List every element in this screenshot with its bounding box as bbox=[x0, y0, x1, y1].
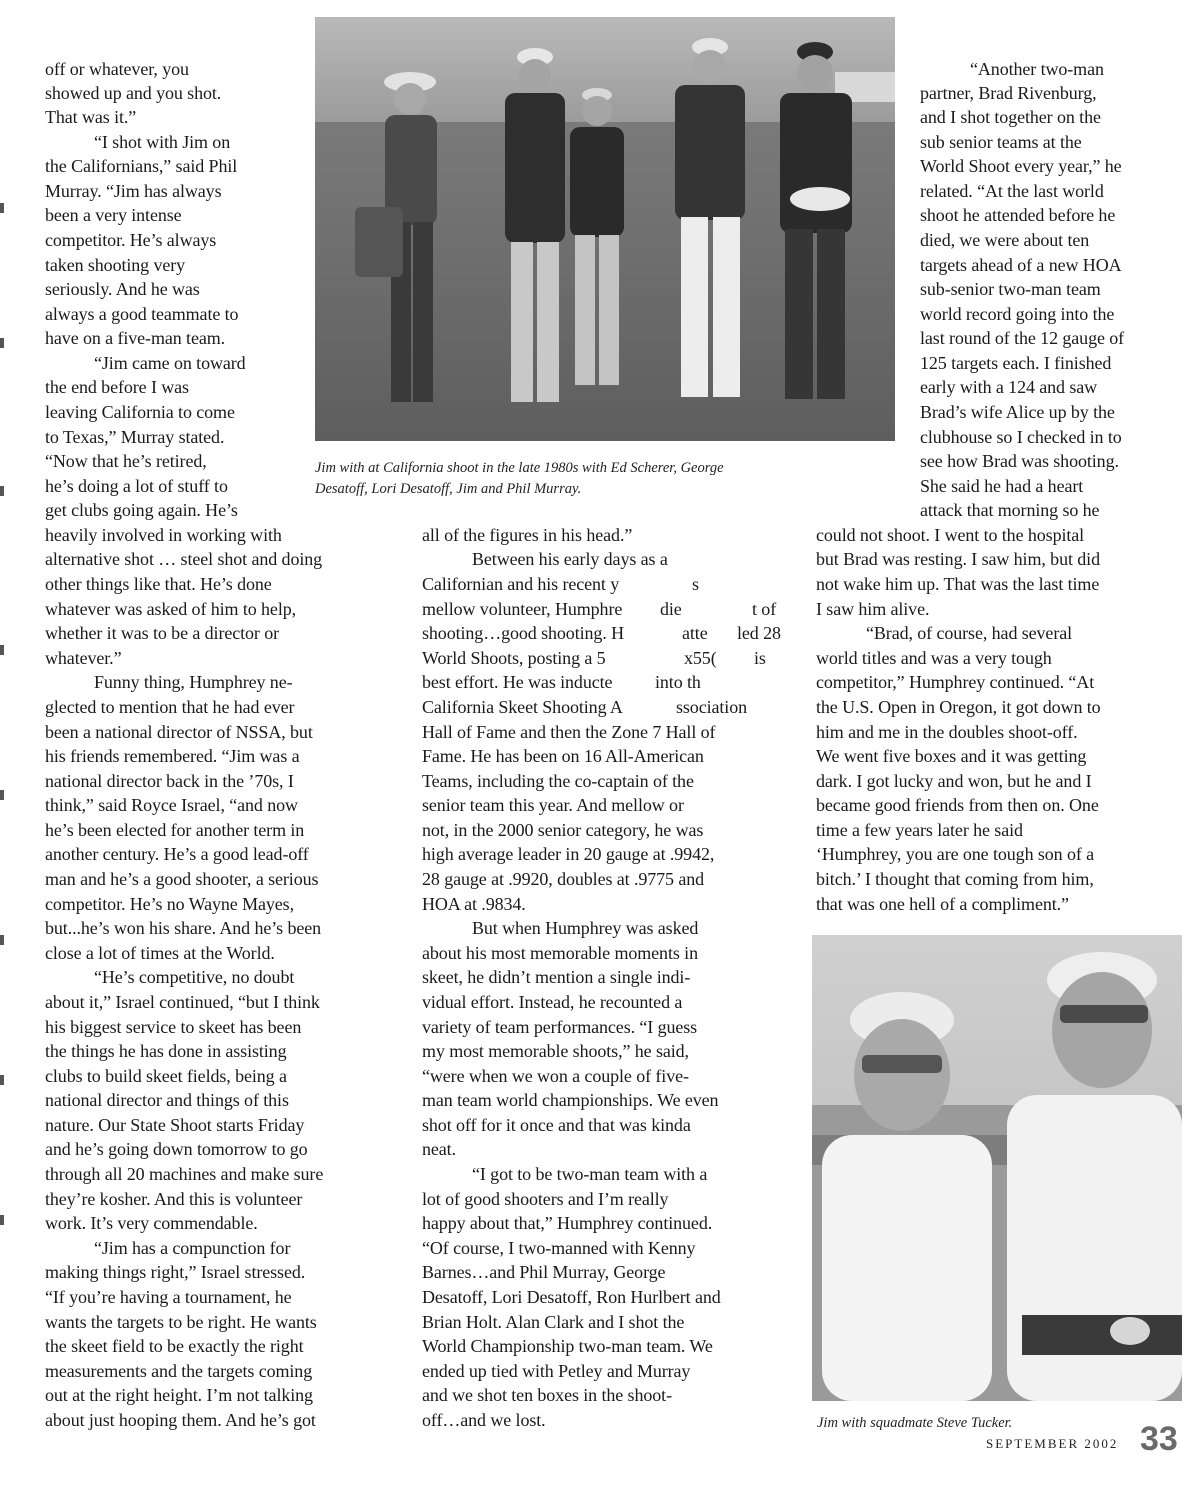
text-line: not wake him up. That was the last time bbox=[816, 574, 1100, 594]
text-line: mellow volunteer, Humphre bbox=[422, 599, 623, 619]
text-line: measurements and the targets coming bbox=[45, 1361, 313, 1381]
text-line: high average leader in 20 gauge at .9942, bbox=[422, 844, 715, 864]
text-line: Barnes…and Phil Murray, George bbox=[422, 1262, 666, 1282]
text-line: 28 gauge at .9920, doubles at .9775 and bbox=[422, 869, 705, 889]
text-line: have on a five-man team. bbox=[45, 328, 226, 348]
squadmate-photo-image bbox=[812, 935, 1182, 1401]
text-line: my most memorable shoots,” he said, bbox=[422, 1041, 689, 1061]
text-line: national director and things of this bbox=[45, 1090, 289, 1110]
text-line: That was it.” bbox=[45, 107, 137, 127]
group-photo-caption-line: Desatoff, Lori Desatoff, Jim and Phil Murray. bbox=[315, 481, 582, 497]
text-line: the things he has done in assisting bbox=[45, 1041, 287, 1061]
text-line: been a national director of NSSA, but bbox=[45, 722, 313, 742]
text-line: that was one hell of a compliment.” bbox=[816, 894, 1069, 914]
text-line: get clubs going again. He’s bbox=[45, 500, 238, 520]
text-line: related. “At the last world bbox=[920, 181, 1104, 201]
text-line: World Shoot every year,” he bbox=[920, 156, 1122, 176]
text-line: ‘Humphrey, you are one tough son of a bbox=[816, 844, 1095, 864]
text-line: man and he’s a good shooter, a serious bbox=[45, 869, 319, 889]
text-line: glected to mention that he had ever bbox=[45, 697, 295, 717]
text-line: about just hooping them. And he’s got bbox=[45, 1410, 316, 1430]
text-line: alternative shot … steel shot and doing bbox=[45, 549, 323, 569]
text-line: Brad’s wife Alice up by the bbox=[920, 402, 1115, 422]
text-line: all of the figures in his head.” bbox=[422, 525, 633, 545]
text-line: We went five boxes and it was getting bbox=[816, 746, 1087, 766]
text-line: sub-senior two-man team bbox=[920, 279, 1101, 299]
text-fragment: into th bbox=[655, 672, 701, 692]
text-line: and he’s going down tomorrow to go bbox=[45, 1139, 308, 1159]
text-line: HOA at .9834. bbox=[422, 894, 526, 914]
text-fragment: x55( bbox=[684, 648, 717, 668]
text-line: Fame. He has been on 16 All-American bbox=[422, 746, 704, 766]
text-line: could not shoot. I went to the hospital bbox=[816, 525, 1085, 545]
text-fragment: is bbox=[754, 648, 766, 668]
text-line: But when Humphrey was asked bbox=[472, 918, 699, 938]
text-line: Between his early days as a bbox=[472, 549, 668, 569]
scan-mark bbox=[0, 1075, 4, 1085]
text-line: close a lot of times at the World. bbox=[45, 943, 275, 963]
text-line: “He’s competitive, no doubt bbox=[94, 967, 295, 987]
text-line: but...he’s won his share. And he’s been bbox=[45, 918, 322, 938]
scan-mark bbox=[0, 203, 4, 213]
text-line: She said he had a heart bbox=[920, 476, 1084, 496]
text-line: the skeet field to be exactly the right bbox=[45, 1336, 304, 1356]
text-line: I saw him alive. bbox=[816, 599, 930, 619]
page-number: 33 bbox=[1140, 1420, 1178, 1458]
text-line: “were when we won a couple of five- bbox=[422, 1066, 689, 1086]
text-line: Murray. “Jim has always bbox=[45, 181, 222, 201]
text-line: him and me in the doubles shoot-off. bbox=[816, 722, 1078, 742]
text-line: showed up and you shot. bbox=[45, 83, 222, 103]
text-line: shooting…good shooting. H bbox=[422, 623, 625, 643]
text-line: world record going into the bbox=[920, 304, 1115, 324]
text-line: about his most memorable moments in bbox=[422, 943, 698, 963]
text-line: to Texas,” Murray stated. bbox=[45, 427, 225, 447]
text-line: nature. Our State Shoot starts Friday bbox=[45, 1115, 305, 1135]
text-line: Brian Holt. Alan Clark and I shot the bbox=[422, 1312, 685, 1332]
text-line: about it,” Israel continued, “but I think bbox=[45, 992, 320, 1012]
text-line: competitor,” Humphrey continued. “At bbox=[816, 672, 1095, 692]
text-fragment: ssociation bbox=[676, 697, 747, 717]
scan-mark bbox=[0, 1215, 4, 1225]
text-line: leaving California to come bbox=[45, 402, 235, 422]
squadmate-photo bbox=[812, 935, 1182, 1401]
text-line: Californian and his recent y bbox=[422, 574, 620, 594]
text-line: work. It’s very commendable. bbox=[45, 1213, 258, 1233]
text-line: he’s doing a lot of stuff to bbox=[45, 476, 228, 496]
text-line: whatever.” bbox=[45, 648, 122, 668]
text-line: and we shot ten boxes in the shoot- bbox=[422, 1385, 672, 1405]
text-line: World Shoots, posting a 5 bbox=[422, 648, 606, 668]
text-line: time a few years later he said bbox=[816, 820, 1023, 840]
text-line: they’re kosher. And this is volunteer bbox=[45, 1189, 303, 1209]
text-line: Desatoff, Lori Desatoff, Ron Hurlbert and bbox=[422, 1287, 721, 1307]
text-line: making things right,” Israel stressed. bbox=[45, 1262, 306, 1282]
text-line: California Skeet Shooting A bbox=[422, 697, 623, 717]
text-line: lot of good shooters and I’m really bbox=[422, 1189, 669, 1209]
text-line: variety of team performances. “I guess bbox=[422, 1017, 698, 1037]
text-fragment: die bbox=[660, 599, 682, 619]
text-line: off…and we lost. bbox=[422, 1410, 546, 1430]
text-line: whatever was asked of him to help, bbox=[45, 599, 297, 619]
text-line: “Another two-man bbox=[970, 59, 1104, 79]
text-line: best effort. He was inducte bbox=[422, 672, 613, 692]
text-line: “Now that he’s retired, bbox=[45, 451, 207, 471]
text-line: wants the targets to be right. He wants bbox=[45, 1312, 317, 1332]
text-line: the end before I was bbox=[45, 377, 189, 397]
text-line: skeet, he didn’t mention a single indi- bbox=[422, 967, 691, 987]
text-line: died, we were about ten bbox=[920, 230, 1090, 250]
text-line: last round of the 12 gauge of bbox=[920, 328, 1125, 348]
text-line: “Of course, I two-manned with Kenny bbox=[422, 1238, 696, 1258]
text-line: partner, Brad Rivenburg, bbox=[920, 83, 1097, 103]
text-line: early with a 124 and saw bbox=[920, 377, 1098, 397]
text-line: through all 20 machines and make sure bbox=[45, 1164, 324, 1184]
text-line: Hall of Fame and then the Zone 7 Hall of bbox=[422, 722, 716, 742]
text-line: “If you’re having a tournament, he bbox=[45, 1287, 292, 1307]
text-line: the Californians,” said Phil bbox=[45, 156, 238, 176]
text-line: he’s been elected for another term in bbox=[45, 820, 305, 840]
scan-mark bbox=[0, 486, 4, 496]
text-line: seriously. And he was bbox=[45, 279, 200, 299]
text-line: “I got to be two-man team with a bbox=[472, 1164, 708, 1184]
text-fragment: atte bbox=[682, 623, 708, 643]
text-line: man team world championships. We even bbox=[422, 1090, 719, 1110]
scan-mark bbox=[0, 645, 4, 655]
group-photo-caption-line: Jim with at California shoot in the late 1980s with Ed Scherer, George bbox=[315, 460, 724, 476]
text-line: think,” said Royce Israel, “and now bbox=[45, 795, 298, 815]
text-line: whether it was to be a director or bbox=[45, 623, 280, 643]
text-line: always a good teammate to bbox=[45, 304, 239, 324]
text-line: shot off for it once and that was kinda bbox=[422, 1115, 691, 1135]
text-line: see how Brad was shooting. bbox=[920, 451, 1119, 471]
text-line: happy about that,” Humphrey continued. bbox=[422, 1213, 713, 1233]
text-line: and I shot together on the bbox=[920, 107, 1101, 127]
text-line: but Brad was resting. I saw him, but did bbox=[816, 549, 1100, 569]
text-line: “I shot with Jim on bbox=[94, 132, 231, 152]
text-line: taken shooting very bbox=[45, 255, 186, 275]
group-photo bbox=[315, 17, 895, 441]
text-line: bitch.’ I thought that coming from him, bbox=[816, 869, 1094, 889]
text-fragment: led 28 bbox=[737, 623, 781, 643]
text-line: out at the right height. I’m not talking bbox=[45, 1385, 313, 1405]
text-line: competitor. He’s no Wayne Mayes, bbox=[45, 894, 294, 914]
scan-mark bbox=[0, 790, 4, 800]
text-line: clubhouse so I checked in to bbox=[920, 427, 1122, 447]
text-line: vidual effort. Instead, he recounted a bbox=[422, 992, 683, 1012]
text-line: 125 targets each. I finished bbox=[920, 353, 1112, 373]
group-photo-image bbox=[315, 17, 895, 441]
text-fragment: s bbox=[692, 574, 699, 594]
text-line: senior team this year. And mellow or bbox=[422, 795, 684, 815]
text-line: world titles and was a very tough bbox=[816, 648, 1052, 668]
text-line: “Jim came on toward bbox=[94, 353, 246, 373]
scan-mark bbox=[0, 338, 4, 348]
text-line: dark. I got lucky and won, but he and I bbox=[816, 771, 1092, 791]
text-line: off or whatever, you bbox=[45, 59, 189, 79]
text-line: national director back in the ’70s, I bbox=[45, 771, 294, 791]
text-line: clubs to build skeet fields, being a bbox=[45, 1066, 287, 1086]
text-line: World Championship two-man team. We bbox=[422, 1336, 713, 1356]
text-line: another century. He’s a good lead-off bbox=[45, 844, 309, 864]
text-line: not, in the 2000 senior category, he was bbox=[422, 820, 704, 840]
text-line: “Brad, of course, had several bbox=[866, 623, 1073, 643]
text-line: sub senior teams at the bbox=[920, 132, 1082, 152]
text-line: competitor. He’s always bbox=[45, 230, 217, 250]
scan-mark bbox=[0, 935, 4, 945]
text-line: his biggest service to skeet has been bbox=[45, 1017, 302, 1037]
text-line: Funny thing, Humphrey ne- bbox=[94, 672, 293, 692]
text-line: targets ahead of a new HOA bbox=[920, 255, 1122, 275]
text-line: been a very intense bbox=[45, 205, 182, 225]
squadmate-photo-caption: Jim with squadmate Steve Tucker. bbox=[817, 1415, 1013, 1431]
text-line: the U.S. Open in Oregon, it got down to bbox=[816, 697, 1101, 717]
text-fragment: t of bbox=[752, 599, 777, 619]
text-line: heavily involved in working with bbox=[45, 525, 282, 545]
text-line: neat. bbox=[422, 1139, 456, 1159]
text-line: “Jim has a compunction for bbox=[94, 1238, 291, 1258]
text-line: ended up tied with Petley and Murray bbox=[422, 1361, 691, 1381]
text-line: Teams, including the co-captain of the bbox=[422, 771, 694, 791]
text-line: became good friends from then on. One bbox=[816, 795, 1099, 815]
issue-date: SEPTEMBER 2002 bbox=[986, 1436, 1119, 1451]
text-line: shoot he attended before he bbox=[920, 205, 1116, 225]
text-line: his friends remembered. “Jim was a bbox=[45, 746, 300, 766]
text-line: other things like that. He’s done bbox=[45, 574, 272, 594]
text-line: attack that morning so he bbox=[920, 500, 1100, 520]
